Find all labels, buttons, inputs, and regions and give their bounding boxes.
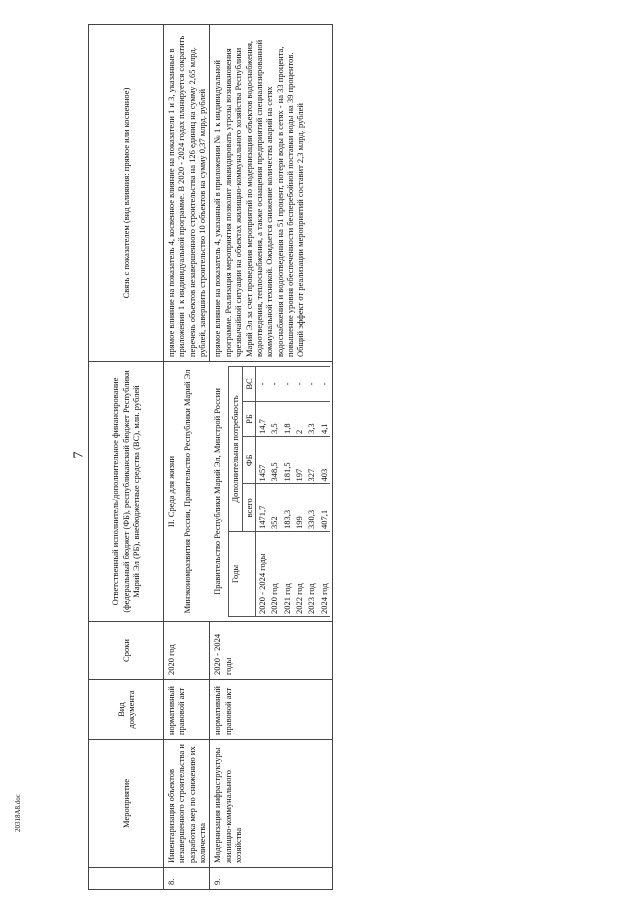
funding-fb: 181,5 (281, 437, 293, 485)
funding-row (268, 367, 280, 617)
funding-vs: - (293, 367, 305, 402)
header-event: Мероприятие (89, 740, 164, 868)
table-row (210, 25, 333, 890)
funding-row (293, 367, 305, 617)
row-indicator-link: прямое влияние на показатель 4, указанный в приложении № 1 к индивидуальной программе. Реализация мероприятия позволит ликвидировать угрозы возникновения чрезвычайной ситуации на объектах жилищно-коммунального хозяйства Республики Марий Эл за счет проведения мероприятий по модернизации объектов водоснабжения, водоотведения, теплоснабжения, а также оснащения предприятий специализированной коммунальной техникой. Ожидается снижение количества аварий на сетях водоснабжения и водоотведения на 51 процент, потери воды в сетях - на 33 процента, повышение уровня обеспеченности бесперебойной поставки воды на 39 процентов. Общий эффект от реализации мероприятий составит 2,3 млрд. рублей (210, 25, 333, 362)
funding-year: 2023 год (305, 532, 317, 617)
funding-rb: 3,5 (268, 402, 280, 437)
section-title: II. Среда для жизни (166, 455, 176, 528)
footer-filename: 20318A8.doc (14, 794, 22, 832)
funding-vs: - (281, 367, 293, 402)
funding-year: 2022 год (293, 532, 305, 617)
funding-rb: 2 (293, 402, 305, 437)
row-executor-cell (164, 362, 210, 622)
funding-row (318, 367, 330, 617)
row-executor: Минэкономразвития России, Правительство Республики Марий Эл (182, 369, 193, 614)
row-term: 2020 год (164, 622, 210, 680)
funding-rb: 1,8 (281, 402, 293, 437)
funding-vs: - (268, 367, 280, 402)
header-indicator-link: Связь с показателем (вид влияния: прямое или косвенное) (89, 25, 164, 362)
funding-total: 352 (268, 484, 280, 532)
funding-header-rb: РБ (242, 402, 255, 437)
funding-row (256, 367, 269, 617)
row-executor-cell (210, 362, 333, 622)
row-document-type: нормативный правовой акт (164, 680, 210, 740)
funding-rb: 4,1 (318, 402, 330, 437)
funding-year: 2020 - 2024 годы (256, 532, 269, 617)
funding-header-vs: ВС (242, 367, 255, 402)
funding-fb: 348,5 (268, 437, 280, 485)
row-event: Модернизация инфраструктуры жилищно-коммунального хозяйства (210, 740, 333, 868)
table-row (164, 25, 210, 890)
row-event: Инвентаризация объектов незавершенного строительства и разработка мер по снижению их количества (164, 740, 210, 868)
funding-year: 2020 год (268, 532, 280, 617)
funding-rb: 14,7 (256, 402, 269, 437)
funding-vs: - (256, 367, 269, 402)
row-number: 9. (210, 868, 333, 890)
row-executor: Правительство Республики Марий Эл, Минстрой России (211, 388, 222, 595)
table-header-row (89, 25, 164, 890)
funding-total: 407,1 (318, 484, 330, 532)
funding-total: 1471,7 (256, 484, 269, 532)
funding-vs: - (305, 367, 317, 402)
funding-table (228, 366, 330, 617)
funding-total: 183,3 (281, 484, 293, 532)
header-document-type: Вид документа (89, 680, 164, 740)
funding-fb: 327 (305, 437, 317, 485)
row-document-type: нормативный правовой акт (210, 680, 333, 740)
row-term: 2020 - 2024 годы (210, 622, 333, 680)
funding-header-group: Дополнительная потребность (229, 367, 242, 532)
funding-header-total: всего (242, 484, 255, 532)
funding-header-fb: ФБ (242, 437, 255, 485)
funding-vs: - (318, 367, 330, 402)
header-terms: Сроки (89, 622, 164, 680)
funding-fb: 403 (318, 437, 330, 485)
funding-row (305, 367, 317, 617)
funding-fb: 1457 (256, 437, 269, 485)
funding-rb: 3,3 (305, 402, 317, 437)
funding-year: 2024 год (318, 532, 330, 617)
funding-fb: 197 (293, 437, 305, 485)
funding-year: 2021 год (281, 532, 293, 617)
funding-total: 330,3 (305, 484, 317, 532)
header-number (89, 868, 164, 890)
funding-header-years: Годы (229, 532, 256, 617)
funding-row (281, 367, 293, 617)
row-indicator-link: прямое влияние на показатель 4, косвенное влияние на показатели 1 и 3, указанные в приложении 1 к индивидуальной программе. В 2020 - 2024 годах планируется сократить перечень объектов незавершенного строительства на 126 единиц на сумму 2,65 млрд. рублей, завершить строительство 10 объектов на сумму 0,37 млрд. рублей (164, 25, 210, 362)
header-executor-funding: Ответственный исполнитель/дополнительное финансирование (федеральный бюджет (ФБ), республиканский бюджет Республики Марий Эл (РБ), внебюджетные средства (ВС), млн. рублей (89, 362, 164, 622)
measures-table (88, 24, 333, 890)
page-number: 7 (71, 451, 87, 459)
funding-total: 199 (293, 484, 305, 532)
rotated-page (88, 25, 556, 890)
row-number: 8. (164, 868, 210, 890)
